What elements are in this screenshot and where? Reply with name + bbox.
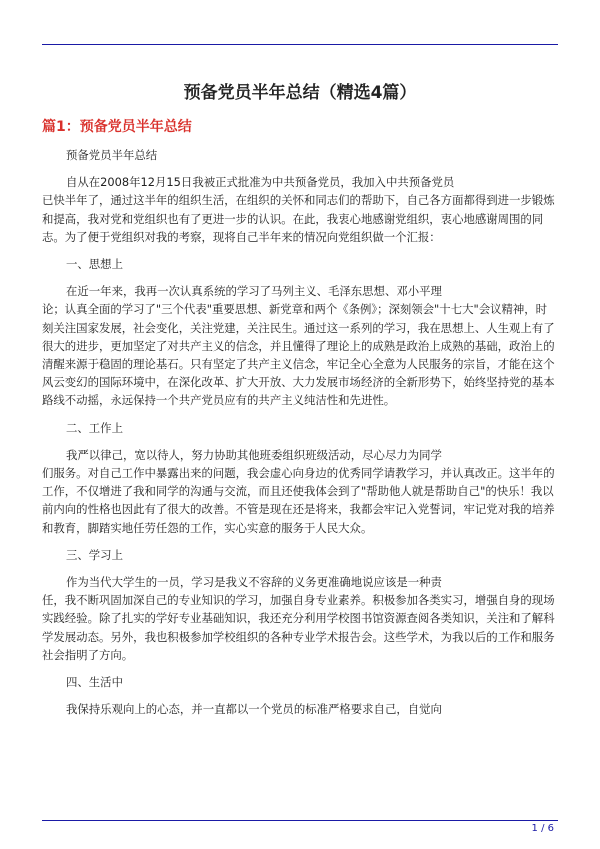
header-rule — [42, 44, 558, 45]
document-title: 预备党员半年总结（精选4篇） — [183, 83, 417, 103]
paragraph-body: 论；认真全面的学习了"三个代表"重要思想、新党章和两个《条例》；深刻领会"十七大"会议精神，时刻关注国家发展，社会变化，关注党建，关注民生。通过这一系列的学习，我在思想上、人生观上有了很大的进步，更加坚定了对共产主义的信念，并且懂得了理论上的成熟是政治上成熟的基础，政治上的清醒来源于稳固的理论基石。只有坚定了共产主义信念，牢记全心全意为人民服务的宗旨，才能在这个风云变幻的国际环境中，在深化改革、扩大开放、大力发展市场经济的全新形势下，始终坚持党的基本路线不动摇，永远保持一个共产党员应有的共产主义纯洁性和先进性。 — [42, 302, 555, 408]
paragraph-body: 们服务。对自己工作中暴露出来的问题，我会虚心向身边的优秀同学请教学习，并认真改正。这半年的工作，不仅增进了我和同学的沟通与交流，而且还使我体会到了"帮助他人就是帮助自己"的快乐！我以前内向的性格也因此有了很大的改善。不管是现在还是将来，我都会牢记入党誓词，牢记党对我的培养和教育，脚踏实地任劳任怨的工作，实心实意的服务于人民大众。 — [42, 466, 555, 535]
document-body — [42, 146, 558, 718]
subtitle: 预备党员半年总结 — [66, 148, 158, 162]
heading-study: 三、学习上 — [66, 547, 123, 562]
paragraph-first-line: 我严以律己，宽以待人，努力协助其他班委组织班级活动，尽心尽力为同学 — [66, 447, 442, 462]
section-heading: 篇1：预备党员半年总结 — [42, 119, 192, 135]
footer-rule — [42, 820, 558, 821]
paragraph-first-line: 作为当代大学生的一员，学习是我义不容辞的义务更准确地说应该是一种责 — [66, 575, 442, 590]
paragraph-first-line: 我保持乐观向上的心态，并一直都以一个党员的标准严格要求自己，自觉向 — [66, 702, 442, 717]
heading-life: 四、生活中 — [66, 675, 123, 690]
heading-work: 二、工作上 — [66, 420, 123, 435]
heading-thought: 一、思想上 — [66, 257, 123, 272]
paragraph-first-line: 在近一年来，我再一次认真系统的学习了马列主义、毛泽东思想、邓小平理 — [66, 284, 442, 299]
paragraph-body: 任，我不断巩固加深自己的专业知识的学习，加强自身专业素养。积极参加各类实习，增强自身的现场实践经验。除了扎实的学好专业基础知识，我还充分利用学校图书馆资源查阅各类知识，关注和了解科学发展动态。另外，我也积极参加学校组织的各种专业学术报告会。这些学术，为我以后的工作和服务社会指明了方向。 — [42, 593, 555, 662]
paragraph-first-line: 自从在2008年12月15日我被正式批准为中共预备党员，我加入中共预备党员 — [66, 175, 455, 190]
page-number: 1 / 6 — [531, 823, 554, 834]
paragraph-body: 已快半年了，通过这半年的组织生活，在组织的关怀和同志们的帮助下，自己各方面都得到进一步锻炼和提高，我对党和党组织也有了更进一步的认识。在此，我衷心地感谢党组织，衷心地感谢周围的同志。为了便于党组织对我的考察，现将自己半年来的情况向党组织做一个汇报： — [42, 193, 555, 244]
